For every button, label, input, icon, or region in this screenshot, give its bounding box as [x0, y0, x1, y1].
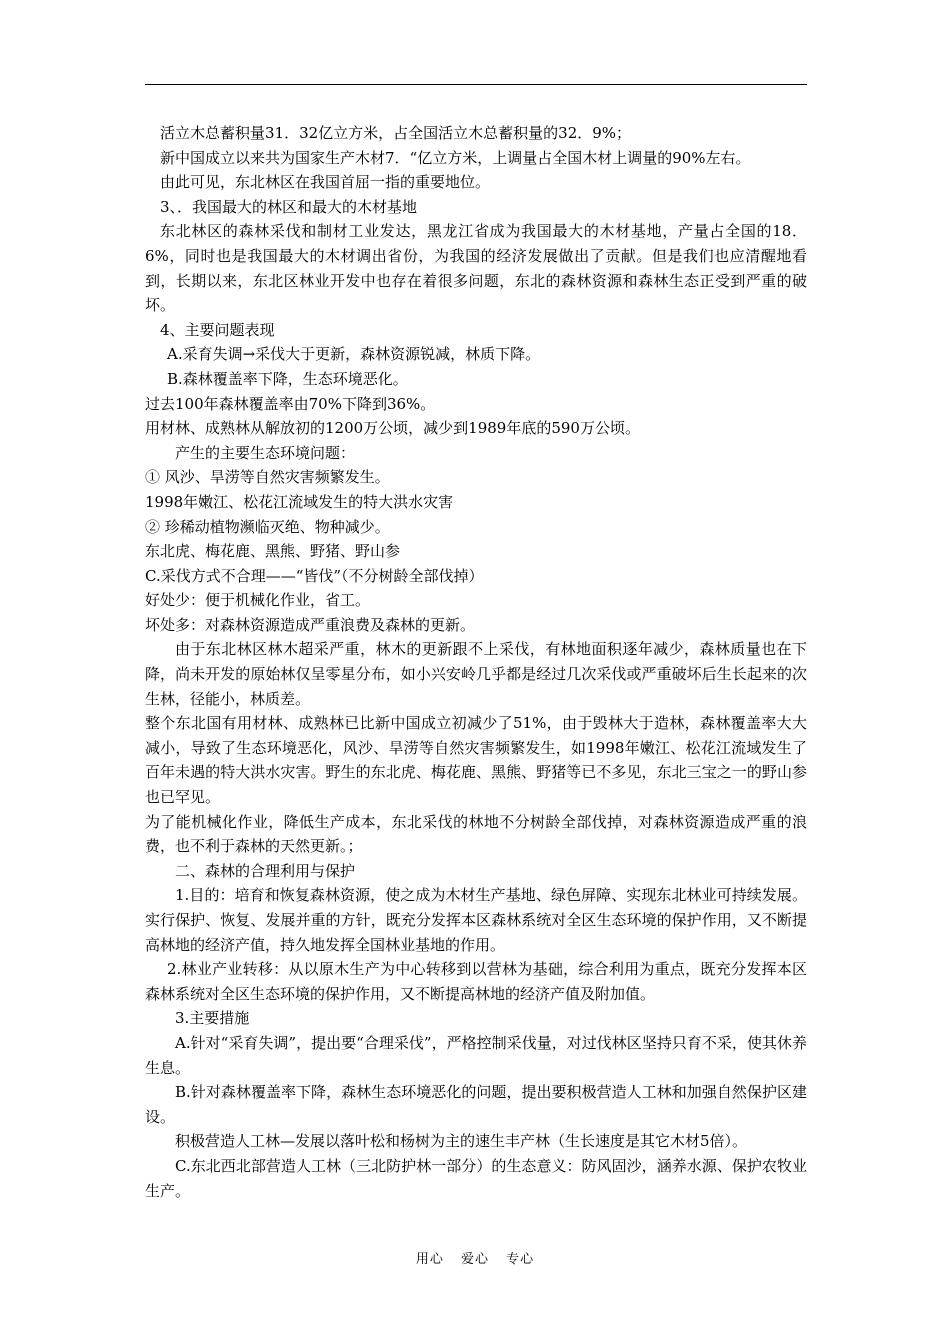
- paragraph: 新中国成立以来共为国家生产木材7．“亿立方米，上调量占全国木材上调量的90%左右。: [160, 148, 751, 167]
- paragraph: C.采伐方式不合理——“皆伐”（不分树龄全部伐掉）: [145, 566, 484, 585]
- paragraph: B.森林覆盖率下降，生态环境恶化。: [167, 369, 408, 388]
- paragraph: 积极营造人工林—发展以落叶松和杨树为主的速生丰产林（生长速度是其它木材5倍）。: [175, 1132, 748, 1151]
- paragraph: 过去100年森林覆盖率由70%下降到36%。: [145, 394, 436, 413]
- document-body: [145, 121, 807, 1203]
- paragraph: 1.目的：培育和恢复森林资源，使之成为木材生产基地、绿色屏障、实现东北林业可持续发展。实行保护、恢复、发展并重的方针，既充分发挥本区森林系统对全区生态环境的保护作用，又不断提高林地的经济产值，持久地发挥全国林业基地的作用。: [145, 886, 807, 954]
- paragraph: A.针对“采育失调”，提出要“合理采伐”，严格控制采伐量，对过伐林区坚持只育不采，使其休养生息。: [145, 1033, 807, 1077]
- paragraph: C.东北西北部营造人工林（三北防护林一部分）的生态意义：防风固沙，涵养水源、保护农牧业生产。: [145, 1156, 807, 1200]
- paragraph: 活立木总蓄积量31．32亿立方米，占全国活立木总蓄积量的32．9%；: [160, 124, 632, 142]
- paragraph: 用材林、成熟林从解放初的1200万公顷，减少到1989年底的590万公顷。: [145, 419, 640, 438]
- paragraph: A.采育失调→采伐大于更新，森林资源锐减，林质下降。: [167, 345, 541, 364]
- paragraph: ② 珍稀动植物濒临灭绝、物种减少。: [145, 517, 390, 536]
- footer-word: 专心: [506, 1252, 535, 1267]
- paragraph: 由此可见，东北林区在我国首屈一指的重要地位。: [160, 173, 491, 192]
- paragraph: 由于东北林区林木超采严重，林木的更新跟不上采伐，有林地面积逐年减少，森林质量也在下降，尚未开发的原始林仅呈零星分布，如小兴安岭几乎都是经过几次采伐或严重破坏后生长起来的次生林，径能小，林质差。: [145, 640, 807, 708]
- paragraph: 东北虎、梅花鹿、黑熊、野猪、野山参: [145, 542, 401, 561]
- paragraph: 坏处多：对森林资源造成严重浪费及森林的更新。: [145, 615, 476, 634]
- footer-word: 爱心: [460, 1252, 489, 1267]
- paragraph: 整个东北国有用材林、成熟林已比新中国成立初减少了51%，由于毁林大于造林，森林覆盖率大大减小，导致了生态环境恶化，风沙、旱涝等自然灾害频繁发生，如1998年嫩江、松花江流域发生了百年未遇的特大洪水灾害。野生的东北虎、梅花鹿、黑熊、野猪等已不多见，东北三宝之一的野山参也已罕见。: [145, 714, 807, 807]
- paragraph: 好处少：便于机械化作业，省工。: [145, 591, 371, 610]
- paragraph: ① 风沙、旱涝等自然灾害频繁发生。: [145, 468, 390, 487]
- paragraph: 3、．我国最大的林区和最大的木材基地: [160, 197, 418, 216]
- footer-word: 用心: [415, 1252, 444, 1267]
- paragraph: 东北林区的森林采伐和制材工业发达，黑龙江省成为我国最大的木材基地，产量占全国的18．6%，同时也是我国最大的木材调出省份，为我国的经济发展做出了贡献。但是我们也应清醒地看到，长期以来，东北区林业开发中也存在着很多问题，东北的森林资源和森林生态正受到严重的破坏。: [145, 222, 807, 315]
- paragraph: 产生的主要生态环境问题：: [175, 443, 356, 462]
- paragraph: 4、主要问题表现: [160, 320, 275, 339]
- paragraph: 2.林业产业转移：从以原木生产为中心转移到以营林为基础，综合利用为重点，既充分发挥本区森林系统对全区生态环境的保护作用，又不断提高林地的经济产值及附加值。: [145, 960, 807, 1003]
- page-footer: [0, 1248, 950, 1267]
- paragraph: 3.主要措施: [175, 1009, 250, 1028]
- header-rule: [145, 84, 807, 85]
- paragraph: B.针对森林覆盖率下降，森林生态环境恶化的问题，提出要积极营造人工林和加强自然保护区建设。: [145, 1083, 807, 1126]
- paragraph: 1998年嫩江、松花江流域发生的特大洪水灾害: [145, 492, 454, 511]
- paragraph: 二、森林的合理利用与保护: [175, 861, 356, 880]
- paragraph: 为了能机械化作业，降低生产成本，东北采伐的林地不分树龄全部伐掉，对森林资源造成严重的浪费，也不利于森林的天然更新。；: [145, 812, 807, 856]
